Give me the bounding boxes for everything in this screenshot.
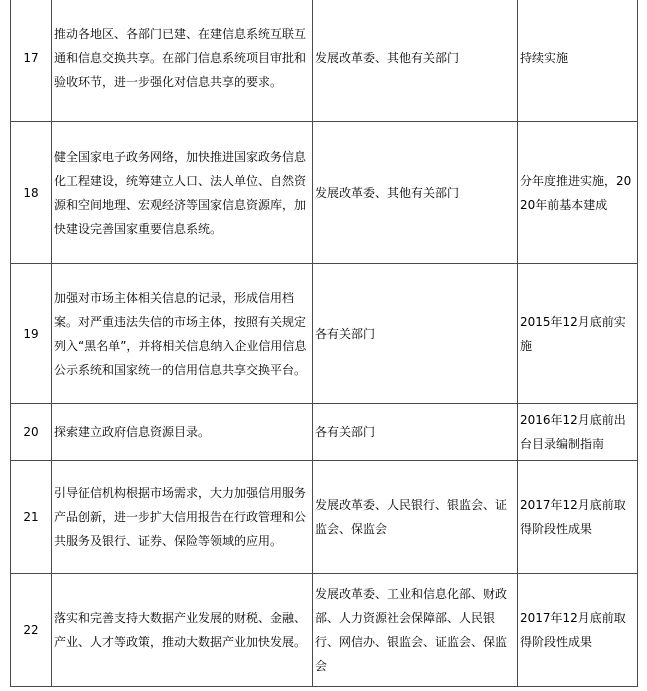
timeline: 2016年12月底前出台目录编制指南 xyxy=(518,404,638,461)
table-row xyxy=(11,574,638,687)
row-number: 20 xyxy=(11,404,52,461)
task-description: 引导征信机构根据市场需求，大力加强信用服务产品创新，进一步扩大信用报告在行政管理和公共服务及银行、证券、保险等领域的应用。 xyxy=(52,461,313,574)
task-description: 落实和完善支持大数据产业发展的财税、金融、产业、人才等政策，推动大数据产业加快发展。 xyxy=(52,574,313,687)
row-number: 21 xyxy=(11,461,52,574)
row-number: 22 xyxy=(11,574,52,687)
responsible-departments: 各有关部门 xyxy=(313,264,518,404)
table-row xyxy=(11,404,638,461)
timeline: 分年度推进实施，2020年前基本建成 xyxy=(518,122,638,264)
task-description: 健全国家电子政务网络，加快推进国家政务信息化工程建设，统筹建立人口、法人单位、自然资源和空间地理、宏观经济等国家信息资源库，加快建设完善国家重要信息系统。 xyxy=(52,122,313,264)
policy-task-table xyxy=(10,0,638,687)
responsible-departments: 发展改革委、人民银行、银监会、证监会、保监会 xyxy=(313,461,518,574)
table-row xyxy=(11,264,638,404)
timeline: 持续实施 xyxy=(518,0,638,122)
timeline: 2017年12月底前取得阶段性成果 xyxy=(518,461,638,574)
task-description: 探索建立政府信息资源目录。 xyxy=(52,404,313,461)
row-number: 17 xyxy=(11,0,52,122)
responsible-departments: 发展改革委、工业和信息化部、财政部、人力资源社会保障部、人民银行、网信办、银监会、证监会、保监会 xyxy=(313,574,518,687)
row-number: 19 xyxy=(11,264,52,404)
responsible-departments: 发展改革委、其他有关部门 xyxy=(313,0,518,122)
responsible-departments: 发展改革委、其他有关部门 xyxy=(313,122,518,264)
table-row xyxy=(11,461,638,574)
timeline: 2017年12月底前取得阶段性成果 xyxy=(518,574,638,687)
table-row xyxy=(11,0,638,122)
task-description: 加强对市场主体相关信息的记录，形成信用档案。对严重违法失信的市场主体，按照有关规定列入“黑名单”，并将相关信息纳入企业信用信息公示系统和国家统一的信用信息共享交换平台。 xyxy=(52,264,313,404)
table-row xyxy=(11,122,638,264)
row-number: 18 xyxy=(11,122,52,264)
task-description: 推动各地区、各部门已建、在建信息系统互联互通和信息交换共享。在部门信息系统项目审批和验收环节，进一步强化对信息共享的要求。 xyxy=(52,0,313,122)
timeline: 2015年12月底前实施 xyxy=(518,264,638,404)
responsible-departments: 各有关部门 xyxy=(313,404,518,461)
